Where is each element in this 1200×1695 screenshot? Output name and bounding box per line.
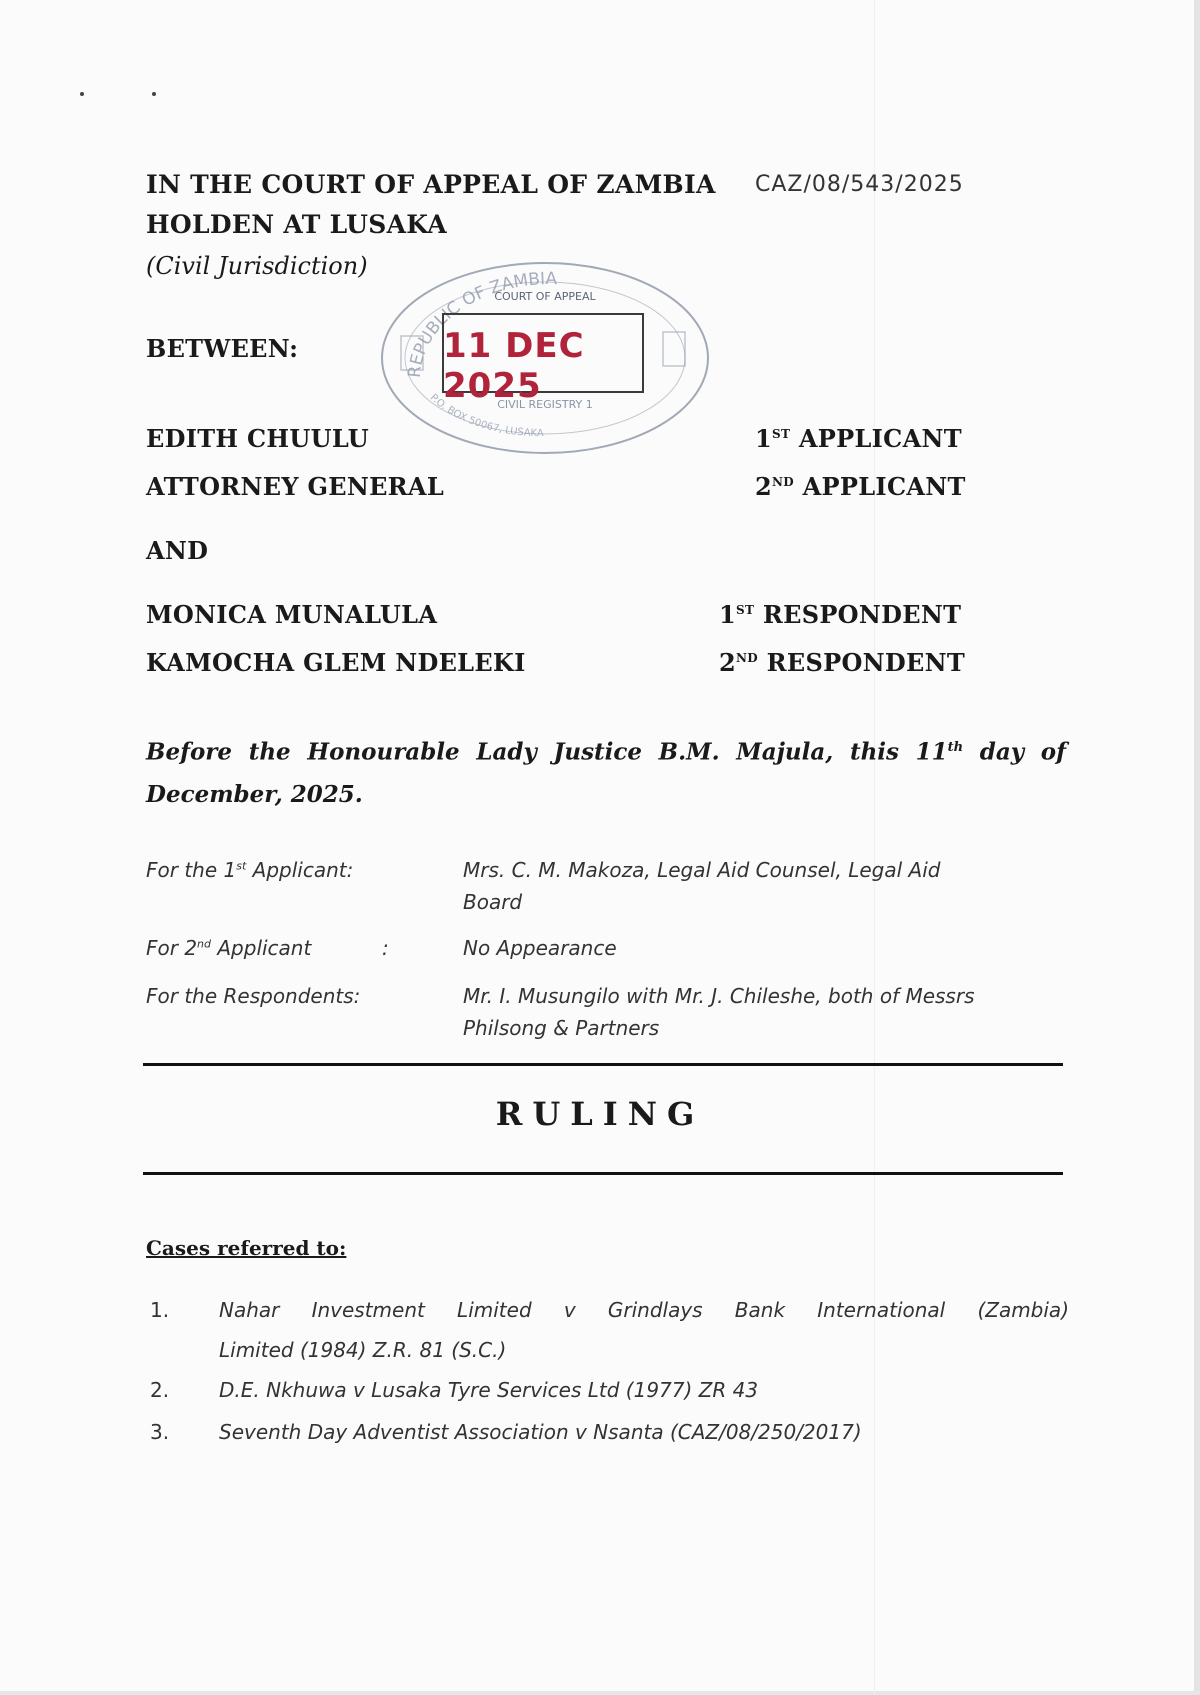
scan-speck	[80, 92, 84, 96]
respondent-2-ordinal: 2	[719, 648, 736, 677]
coram-day-suffix: th	[947, 740, 964, 755]
counsel-label-applicant-2-pre: For 2	[146, 936, 198, 960]
respondent-1-role-label: RESPONDENT	[762, 600, 962, 629]
stamp-ring-bottom-text: P.O. BOX 50067, LUSAKA	[427, 392, 544, 440]
applicant-1-ordinal-suffix: ST	[772, 427, 791, 441]
counsel-label-applicant-1-post: Applicant:	[246, 858, 354, 882]
counsel-value-applicant-1-line-2: Board	[463, 890, 523, 914]
case-item-line-1: Nahar Investment Limited v Grindlays Bank International (Zambia)	[219, 1298, 1069, 1322]
case-item	[219, 1290, 1069, 1370]
case-item-number: 3.	[150, 1420, 170, 1444]
respondent-2-role-label: RESPONDENT	[766, 648, 966, 677]
respondent-1-name: MONICA MUNALULA	[146, 600, 438, 629]
between-label: BETWEEN:	[146, 334, 299, 363]
counsel-label-respondents: For the Respondents:	[146, 984, 361, 1008]
cases-heading: Cases referred to:	[146, 1236, 347, 1260]
case-item-line-2: Limited (1984) Z.R. 81 (S.C.)	[219, 1338, 507, 1362]
stamp-registry-text: CIVIL REGISTRY 1	[497, 398, 593, 411]
counsel-value-applicant-2: No Appearance	[463, 936, 617, 960]
and-label: AND	[146, 536, 209, 565]
rule-top	[143, 1063, 1063, 1066]
case-item-number: 2.	[150, 1378, 170, 1402]
counsel-label-applicant-2-colon: :	[382, 936, 389, 960]
case-number: CAZ/08/543/2025	[755, 172, 964, 197]
respondent-1-ordinal-suffix: ST	[736, 603, 755, 617]
respondent-2-name: KAMOCHA GLEM NDELEKI	[146, 648, 526, 677]
stamp-court-text: COURT OF APPEAL	[494, 290, 596, 303]
jurisdiction: (Civil Jurisdiction)	[146, 252, 368, 280]
rule-bottom	[143, 1172, 1063, 1175]
counsel-value-respondents-line-1: Mr. I. Musungilo with Mr. J. Chileshe, both of Messrs	[463, 984, 975, 1008]
counsel-value-respondents-line-2: Philsong & Partners	[463, 1016, 660, 1040]
case-item: Seventh Day Adventist Association v Nsanta (CAZ/08/250/2017)	[219, 1420, 862, 1444]
counsel-label-applicant-1	[146, 858, 353, 882]
case-item-number: 1.	[150, 1298, 170, 1322]
counsel-label-applicant-1-sup: st	[236, 859, 247, 873]
respondent-2-role	[719, 648, 965, 677]
coram-date: December, 2025.	[146, 780, 363, 808]
applicant-1-role	[755, 424, 962, 453]
respondent-2-ordinal-suffix: ND	[736, 651, 758, 665]
counsel-label-applicant-2	[146, 936, 311, 960]
coram-statement	[146, 727, 1066, 816]
counsel-label-applicant-1-pre: For the 1	[146, 858, 237, 882]
page-edge-shadow	[1194, 0, 1200, 1695]
case-item: D.E. Nkhuwa v Lusaka Tyre Services Ltd (1977) ZR 43	[219, 1378, 759, 1402]
applicant-2-name: ATTORNEY GENERAL	[146, 472, 445, 501]
ruling-title: RULING	[495, 1095, 705, 1133]
scan-speck	[152, 92, 156, 96]
stamp-ring-top-text: REPUBLIC OF ZAMBIA	[404, 269, 558, 379]
stamp-emblem-right	[663, 332, 685, 366]
coram-before: Before the Honourable Lady Justice B.M. Majula, this 11	[146, 738, 948, 766]
counsel-label-applicant-2-sup: nd	[197, 937, 212, 951]
applicant-2-role-label: APPLICANT	[802, 472, 966, 501]
applicant-2-ordinal: 2	[755, 472, 772, 501]
holden-at: HOLDEN AT LUSAKA	[146, 210, 447, 239]
respondent-1-role	[719, 600, 961, 629]
page-bottom-edge	[0, 1691, 1200, 1695]
applicant-1-name: EDITH CHUULU	[146, 424, 369, 453]
coram-day-word: day of	[979, 738, 1066, 766]
coram-line-1	[146, 727, 1066, 774]
applicant-1-role-label: APPLICANT	[798, 424, 962, 453]
counsel-value-respondents	[463, 980, 1073, 1044]
applicant-2-role	[755, 472, 966, 501]
counsel-label-applicant-2-post: Applicant	[211, 936, 312, 960]
counsel-value-applicant-1	[463, 854, 1073, 918]
court-name: IN THE COURT OF APPEAL OF ZAMBIA	[146, 170, 716, 199]
respondent-1-ordinal: 1	[719, 600, 736, 629]
applicant-1-ordinal: 1	[755, 424, 772, 453]
counsel-value-applicant-1-line-1: Mrs. C. M. Makoza, Legal Aid Counsel, Legal Aid	[463, 858, 941, 882]
stamp-date: 11 DEC 2025	[443, 326, 585, 406]
applicant-2-ordinal-suffix: ND	[772, 475, 794, 489]
